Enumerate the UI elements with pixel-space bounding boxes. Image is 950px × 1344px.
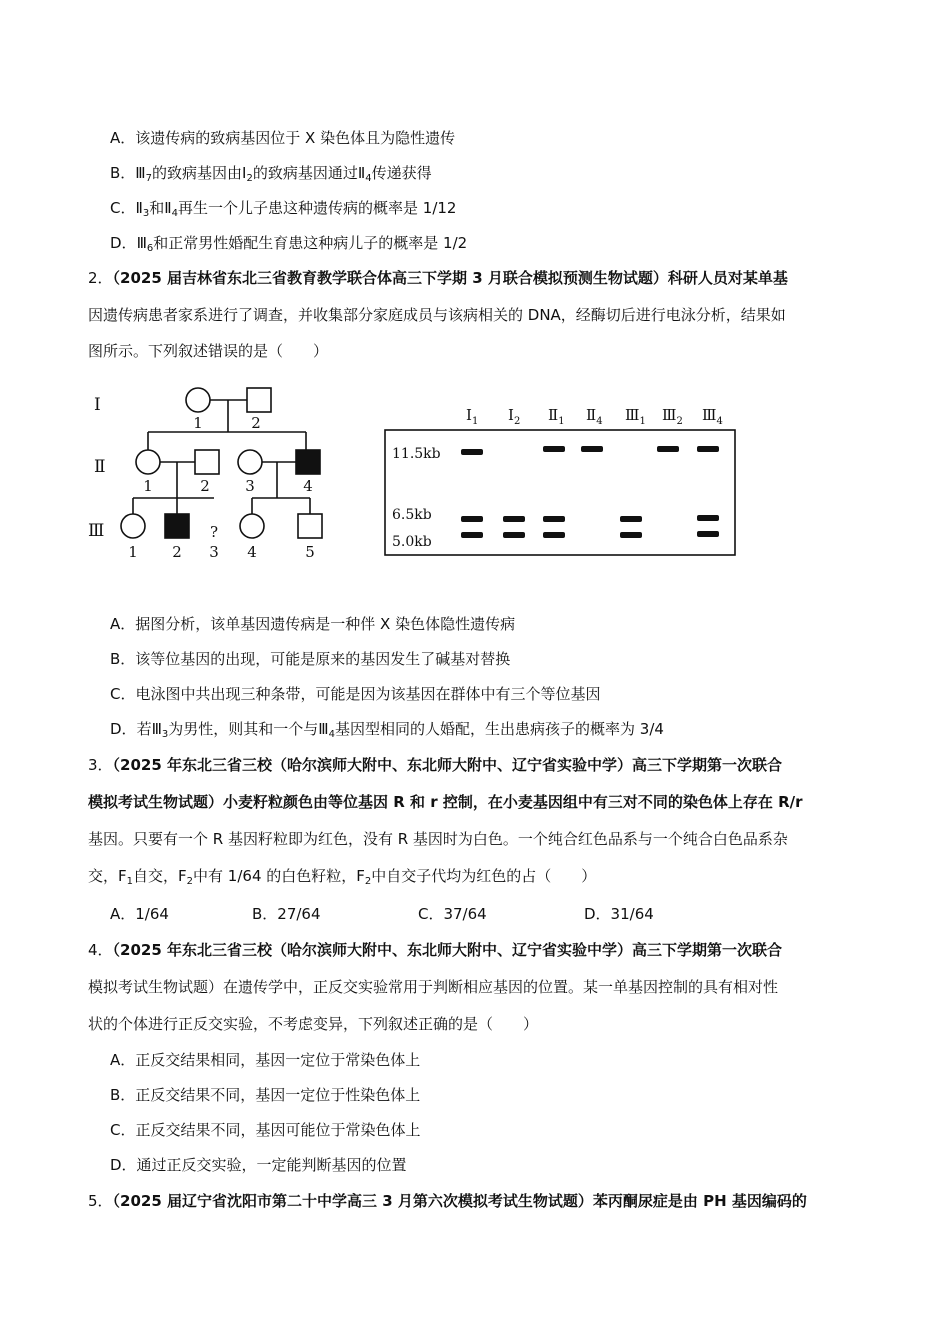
individual-label: 1	[143, 477, 153, 495]
option-letter: D．	[110, 720, 137, 738]
q4-option-d: D．通过正反交实验，一定能判断基因的位置	[110, 1156, 407, 1174]
option-text	[137, 234, 468, 252]
individual-label: 2	[200, 477, 210, 495]
unknown-individual-mark: ?	[209, 523, 219, 541]
text-segment: 自交，F	[133, 867, 187, 885]
option-text: 该遗传病的致病基因位于 X 染色体且为隐性遗传	[135, 129, 456, 147]
gel-band	[543, 532, 565, 538]
gel-lane-label: $Ⅰ_2$	[508, 406, 521, 427]
text-segment: 若Ⅲ	[136, 720, 162, 738]
text-segment: 为男性，则其和一个与Ⅲ	[168, 720, 329, 738]
text-segment: 和正常男性婚配生育患这种病儿子的概率是 1/2	[153, 234, 468, 252]
subscript: 7	[145, 173, 153, 184]
gel-band	[657, 446, 679, 452]
electrophoresis-gel	[380, 400, 740, 560]
q4-stem-line-2: 模拟考试生物试题）在遗传学中，正反交实验常用于判断相应基因的位置。某一单基因控制的具有相对性	[88, 978, 779, 996]
individual-label: 1	[193, 414, 203, 432]
text-segment: 交，F	[88, 867, 127, 885]
individual-label: 2	[251, 414, 261, 432]
pedigree-chart	[80, 380, 350, 570]
q3-stem-line-4	[88, 866, 868, 886]
gel-lane-label: $Ⅱ_4$	[586, 406, 603, 427]
q3-option-a: A．1/64	[110, 905, 169, 923]
option-text: Ⅲ	[135, 164, 146, 182]
option-letter: C．	[110, 199, 136, 217]
q3-stem-line-2	[88, 792, 868, 812]
option-text: 的致病基因通过Ⅱ	[252, 164, 366, 182]
pedigree-female-II1	[136, 450, 160, 474]
option-text: 传递获得	[371, 164, 432, 182]
question-text: 模拟考试生物试题）小麦籽粒颜色由等位基因 R 和 r 控制，在小麦基因组中有三对不同的染色体上存在 R/r	[88, 793, 803, 811]
option-text	[135, 199, 456, 217]
subscript: 2	[364, 876, 372, 887]
individual-label: 1	[128, 543, 138, 561]
q5-stem-line-1	[88, 1191, 868, 1211]
subscript: 3	[161, 729, 169, 740]
q3-option-b: B．27/64	[252, 905, 321, 923]
text-segment: 和Ⅱ	[149, 199, 172, 217]
question-number: 4．	[88, 941, 113, 959]
gel-band	[543, 446, 565, 452]
q3-stem-line-3: 基因。只要有一个 R 基因籽粒即为红色，没有 R 基因时为白色。一个纯合红色品系与一个纯合白色品系杂	[88, 830, 788, 848]
text-segment: Ⅱ	[135, 199, 143, 217]
band-size-label: 6.5kb	[392, 507, 432, 523]
gel-band	[503, 516, 525, 522]
q1-option-a	[110, 128, 455, 148]
q2-stem-line-1	[88, 268, 868, 288]
option-letter: B．	[110, 164, 136, 182]
question-number: 5．	[88, 1192, 113, 1210]
question-text: （2025 届辽宁省沈阳市第二十中学高三 3 月第六次模拟考试生物试题）苯丙酮尿症是由 PH 基因编码的	[112, 1192, 807, 1210]
option-letter: C．	[110, 685, 136, 703]
q3-stem-line-1	[88, 755, 868, 775]
text-segment: 中自交子代均为红色的占（ ）	[371, 867, 597, 885]
q2-option-a	[110, 614, 515, 634]
subscript: 4	[365, 173, 372, 184]
pedigree-female-II3	[238, 450, 262, 474]
gel-lane-label: $Ⅲ_4$	[702, 406, 723, 427]
subscript: 3	[142, 208, 150, 219]
gel-band	[503, 532, 525, 538]
q2-stem-line-2: 因遗传病患者家系进行了调查，并收集部分家庭成员与该病相关的 DNA，经酶切后进行电泳分析，结果如	[88, 306, 786, 324]
individual-label: 4	[247, 543, 257, 561]
gel-band	[697, 515, 719, 521]
q2-option-c	[110, 684, 601, 704]
text-segment: Ⅲ	[136, 234, 147, 252]
question-text: （2025 年东北三省三校（哈尔滨师大附中、东北师大附中、辽宁省实验中学）高三下学期第一次联合	[112, 756, 783, 774]
pedigree-affected-male-II4	[296, 450, 320, 474]
option-text: 电泳图中共出现三种条带，可能是因为该基因在群体中有三个等位基因	[135, 685, 601, 703]
pedigree-male-III5	[298, 514, 322, 538]
subscript: 2	[186, 876, 194, 887]
subscript: 6	[146, 243, 154, 254]
q4-stem-line-1	[88, 940, 868, 960]
q4-option-b: B．正反交结果不同，基因一定位于性染色体上	[110, 1086, 421, 1104]
option-text: 该等位基因的出现，可能是原来的基因发生了碱基对替换	[135, 650, 511, 668]
subscript: 1	[126, 876, 134, 887]
generation-label: Ⅱ	[94, 457, 106, 477]
gel-band	[461, 516, 483, 522]
generation-label: Ⅰ	[94, 395, 101, 415]
option-letter: B．	[110, 650, 136, 668]
pedigree-female-I1	[186, 388, 210, 412]
option-letter: A．	[110, 129, 136, 147]
text-segment: 基因型相同的人婚配，生出患病孩子的概率为 3/4	[335, 720, 664, 738]
subscript: 4	[171, 208, 179, 219]
pedigree-female-III1	[121, 514, 145, 538]
gel-band	[461, 532, 483, 538]
pedigree-female-III4	[240, 514, 264, 538]
q2-stem-line-3: 图所示。下列叙述错误的是（ ）	[88, 342, 329, 360]
individual-label: 3	[209, 543, 219, 561]
gel-band	[620, 532, 642, 538]
q1-option-c	[110, 198, 456, 218]
gel-lane-label: $Ⅱ_1$	[548, 406, 565, 427]
individual-label: 4	[303, 477, 313, 495]
q4-stem-line-3: 状的个体进行正反交实验，不考虑变异，下列叙述正确的是（ ）	[88, 1015, 539, 1033]
gel-lane-label: $Ⅲ_2$	[662, 406, 683, 427]
text-segment: 中有 1/64 的白色籽粒，F	[193, 867, 365, 885]
text-segment: 再生一个儿子患这种遗传病的概率是 1/12	[178, 199, 457, 217]
question-text: （2025 届吉林省东北三省教育教学联合体高三下学期 3 月联合模拟预测生物试题）科研人员对某单基	[112, 269, 788, 287]
gel-band	[697, 446, 719, 452]
option-text	[137, 720, 664, 738]
gel-band	[461, 449, 483, 455]
option-letter: A．	[110, 615, 136, 633]
question-number: 2．	[88, 269, 113, 287]
q1-option-b	[110, 163, 432, 183]
gel-band	[620, 516, 642, 522]
band-size-label: 5.0kb	[392, 534, 432, 550]
q3-options	[110, 904, 670, 924]
individual-label: 3	[245, 477, 255, 495]
q4-option-c: C．正反交结果不同，基因可能位于常染色体上	[110, 1121, 421, 1139]
option-letter: D．	[110, 234, 137, 252]
q4-option-a: A．正反交结果相同，基因一定位于常染色体上	[110, 1051, 421, 1069]
q1-option-d	[110, 233, 467, 253]
option-text: 的致病基因由Ⅰ	[152, 164, 247, 182]
gel-band	[697, 531, 719, 537]
gel-lane-label: $Ⅲ_1$	[625, 406, 646, 427]
individual-label: 5	[305, 543, 315, 561]
question-text	[88, 867, 596, 885]
individual-label: 2	[172, 543, 182, 561]
pedigree-male-I2	[247, 388, 271, 412]
pedigree-affected-male-III2	[165, 514, 189, 538]
q3-option-c: C．37/64	[418, 905, 487, 923]
q3-option-d: D．31/64	[584, 905, 654, 923]
subscript: 2	[246, 173, 253, 184]
q2-option-d	[110, 719, 664, 739]
pedigree-male-II2	[195, 450, 219, 474]
subscript: 4	[328, 729, 335, 740]
option-text: 据图分析，该单基因遗传病是一种伴 X 染色体隐性遗传病	[135, 615, 516, 633]
gel-band	[543, 516, 565, 522]
q2-option-b	[110, 649, 510, 669]
generation-label: Ⅲ	[88, 521, 105, 541]
gel-band	[581, 446, 603, 452]
question-number: 3．	[88, 756, 113, 774]
band-size-label: 11.5kb	[392, 446, 441, 462]
gel-lane-label: $Ⅰ_1$	[466, 406, 479, 427]
question-text: （2025 年东北三省三校（哈尔滨师大附中、东北师大附中、辽宁省实验中学）高三下学期第一次联合	[112, 941, 783, 959]
